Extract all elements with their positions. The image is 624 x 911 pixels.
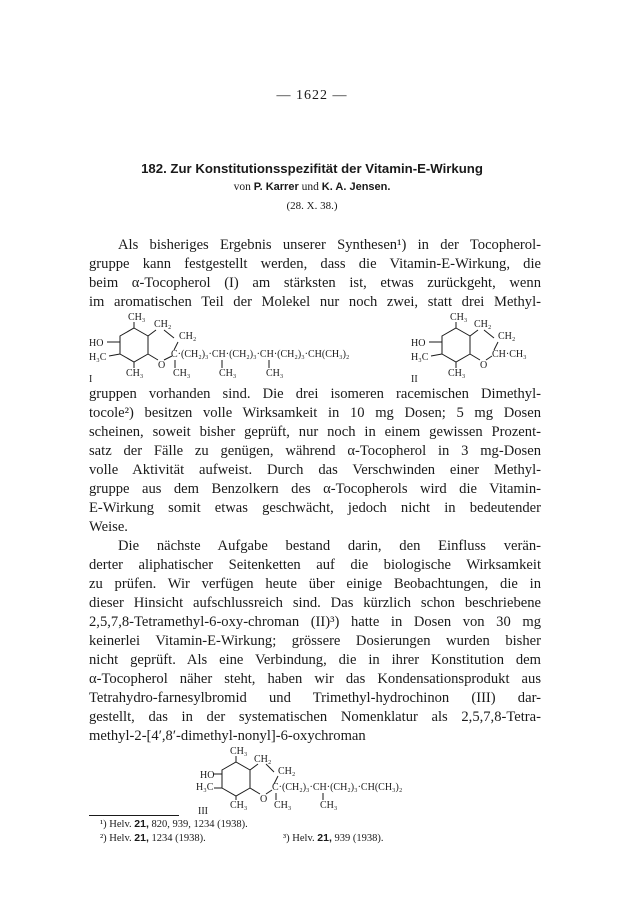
footnote-2 (100, 832, 206, 844)
formula-II-chain: CH·CH₃ (492, 349, 527, 360)
formula-III-ch3-d: CH₃ (320, 800, 338, 811)
formula-II-roman: II (411, 374, 418, 385)
para1-line-1: Als bisheriges Ergebnis unserer Synthesen¹) in der Tocopherol- (118, 237, 541, 253)
footnote-1-pages: 820, 939, 1234 (1938). (151, 819, 248, 830)
formula-I-ch3-bottom: CH₃ (126, 368, 144, 379)
page-number: — 1622 — (276, 88, 348, 103)
footnote-1-mark: ¹) (100, 819, 107, 830)
footnote-2-journal: Helv. (109, 833, 132, 844)
para3-line-6: keinerlei Vitamin-E-Wirkung; grössere Dosierungen wurden bisher (89, 633, 541, 649)
structural-formula-III (186, 744, 466, 816)
footnote-3 (283, 832, 384, 844)
footnote-2-volume: 21, (134, 832, 149, 844)
formula-II-ch3-bottom: CH₃ (448, 368, 466, 379)
formula-III-o: O (260, 794, 268, 805)
formula-I-benzene-ring (120, 328, 148, 362)
para3-line-3: zu prüfen. Wir verfügen heute über einige Beobachtungen, die in (89, 576, 541, 592)
formula-I-h3c: H₃C (89, 352, 107, 363)
formula-II-ch2-a: CH₂ (474, 319, 492, 330)
formula-I-ch3-top: CH₃ (128, 312, 146, 323)
para3-line-1: Die nächste Aufgabe bestand darin, den Einfluss verän- (118, 538, 541, 554)
author-karrer: P. Karrer (253, 181, 299, 193)
footnote-rule (89, 815, 179, 816)
para2-line-2: tocole²) besitzen volle Wirksamkeit in 10 mg Dosen; 5 mg Dosen (89, 405, 541, 421)
para1-line-4: im aromatischen Teil der Molekel nur noch zwei, statt drei Methyl- (89, 294, 541, 310)
formula-II-ho: HO (411, 338, 426, 349)
para1-line-2: gruppe kann festgestellt werden, dass die Vitamin-E-Wirkung, die (89, 256, 541, 272)
para2-line-1: gruppen vorhanden sind. Die drei isomeren racemischen Dimethyl- (89, 386, 541, 402)
formula-III-ch2-b: CH₂ (278, 766, 296, 777)
footnote-1-journal: Helv. (109, 819, 132, 830)
para3-line-11: methyl-2-[4′,8′-dimethyl-nonyl]-6-oxychroman (89, 728, 366, 744)
formula-I-ch3-d: CH₃ (219, 368, 237, 379)
para2-line-5: volle Aktivität aufweist. Durch das Verschwinden einer Methyl- (89, 462, 541, 478)
formula-III-ch3-bottom: CH₃ (230, 800, 248, 811)
formula-I-chain: C·(CH₂)₃·CH·(CH₂)₃·CH·(CH₂)₃·CH(CH₃)₂ (171, 349, 350, 360)
formula-II-ch2-b: CH₂ (498, 331, 516, 342)
footnote-3-pages: 939 (1938). (334, 833, 384, 844)
formula-III-ch3-c: CH₃ (274, 800, 292, 811)
article-date: (28. X. 38.) (286, 200, 338, 212)
formula-II-ch3-top: CH₃ (450, 312, 468, 323)
structural-formula-I (86, 310, 406, 385)
para3-line-2: derter aliphatischer Seitenketten auf die biologische Wirksamkeit (89, 557, 541, 573)
footnote-1 (100, 818, 248, 830)
footnote-1-volume: 21, (134, 818, 149, 830)
formula-III-h3c: H₃C (196, 782, 214, 793)
formula-I-roman: I (89, 374, 93, 385)
article-title: 182. Zur Konstitutionsspezifität der Vitamin-E-Wirkung (141, 161, 483, 176)
para3-line-8: α-Tocopherol näher steht, haben wir das Kondensationsprodukt aus (89, 671, 541, 687)
formula-I-ch3-c: CH₃ (173, 368, 191, 379)
para3-line-4: dieser Hinsicht aufschlussreich sind. Das kürzlich schon beschriebene (89, 595, 541, 611)
footnote-2-pages: 1234 (1938). (151, 833, 206, 844)
article-authors (60, 181, 564, 193)
para2-line-3: scheinen, soweit bisher geprüft, nur noch in einem gewissen Prozent- (89, 424, 541, 440)
formula-III-ho: HO (200, 770, 215, 781)
formula-III-roman: III (198, 806, 208, 816)
formula-II-benzene-ring (442, 328, 470, 362)
formula-I-ch2-a: CH₂ (154, 319, 172, 330)
para3-line-5: 2,5,7,8-Tetramethyl-6-oxy-chroman (II)³) hatte in Dosen von 30 mg (89, 614, 541, 630)
formula-II-o: O (480, 360, 488, 371)
para2-line-7: E-Wirkung somit etwas geschwächt, jedoch nicht in bedeutender (89, 500, 541, 516)
footnote-3-journal: Helv. (292, 833, 315, 844)
formula-I-ch3-e: CH₃ (266, 368, 284, 379)
para3-line-7: nicht geprüft. Als eine Verbindung, die in ihrer Konstitution dem (89, 652, 541, 668)
formula-III-ch2-a: CH₂ (254, 754, 272, 765)
author-jensen: K. A. Jensen. (321, 181, 391, 193)
formula-III-benzene-ring (222, 762, 250, 796)
formula-I-ho: HO (89, 338, 104, 349)
para1-line-3: beim α-Tocopherol (I) am stärksten ist, etwas zurückgeht, wenn (89, 275, 541, 291)
para3-line-10: gestellt, das in der systematischen Nomenklatur als 2,5,7,8-Tetra- (89, 709, 541, 725)
para2-line-8: Weise. (89, 519, 128, 535)
para3-line-9: Tetrahydro-farnesylbromid und Trimethyl-hydrochinon (III) dar- (89, 690, 541, 706)
para2-line-6: gruppe aus dem Benzolkern des α-Tocopherols wird die Vitamin- (89, 481, 541, 497)
authors-prefix: von (233, 181, 251, 193)
formula-I-ch2-b: CH₂ (179, 331, 197, 342)
formula-III-ch3-top: CH₃ (230, 746, 248, 757)
footnote-2-mark: ²) (100, 833, 107, 844)
formula-III-chain: C·(CH₂)₃·CH·(CH₂)₃·CH(CH₃)₂ (272, 782, 403, 793)
para2-line-4: satz der Fälle zu genügen, während α-Tocopherol in 3 mg-Dosen (89, 443, 541, 459)
formula-II-h3c: H₃C (411, 352, 429, 363)
footnote-3-mark: ³) (283, 833, 290, 844)
structural-formula-II (408, 310, 558, 385)
footnote-3-volume: 21, (317, 832, 332, 844)
authors-joiner: und (301, 181, 319, 193)
formula-I-o: O (158, 360, 166, 371)
